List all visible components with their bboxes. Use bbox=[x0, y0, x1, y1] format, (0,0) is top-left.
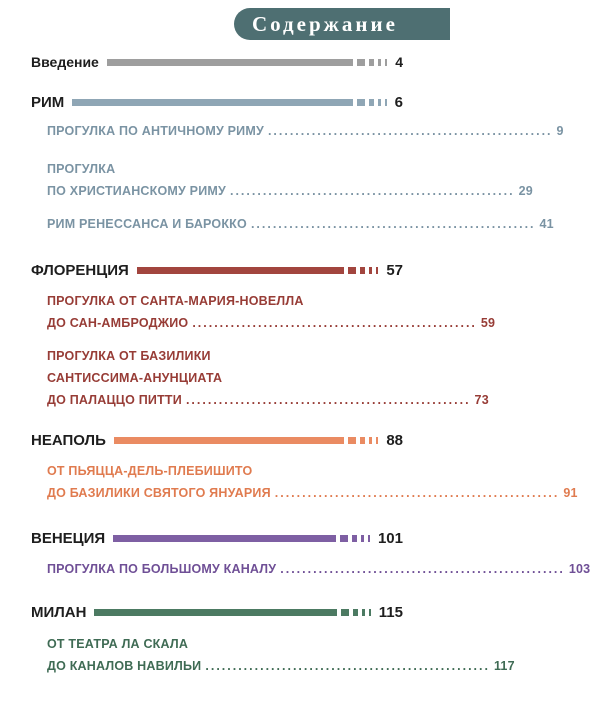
leader-dots: .................................................... bbox=[205, 659, 490, 673]
section-row-venice[interactable] bbox=[31, 526, 403, 550]
section-bar-florence bbox=[137, 267, 379, 274]
toc-entry-text: ДО КАНАЛОВ НАВИЛЬИ bbox=[47, 659, 202, 673]
section-row-florence[interactable] bbox=[31, 258, 403, 282]
leader-dots: .................................................... bbox=[229, 184, 515, 198]
section-title-naples: НЕАПОЛЬ bbox=[31, 431, 106, 449]
leader-dots: .................................................... bbox=[280, 562, 565, 576]
leader-dots: .................................................... bbox=[250, 217, 536, 231]
section-title-intro: Введение bbox=[31, 54, 99, 70]
toc-entry-text: ДО ПАЛАЦЦО ПИТТИ bbox=[47, 393, 182, 407]
section-title-rome: РИМ bbox=[31, 93, 65, 111]
toc-entry-naples-1[interactable] bbox=[47, 460, 578, 504]
section-page-intro: 4 bbox=[395, 54, 403, 70]
toc-entry-page: 117 bbox=[493, 659, 515, 673]
section-bar-milan bbox=[94, 609, 370, 616]
toc-entry-page: 9 bbox=[556, 124, 564, 138]
section-row-naples[interactable] bbox=[31, 428, 403, 452]
toc-entry-page: 59 bbox=[480, 316, 496, 330]
section-page-naples: 88 bbox=[386, 431, 403, 449]
section-page-venice: 101 bbox=[377, 529, 403, 547]
toc-entry-text: ПРОГУЛКА ОТ БАЗИЛИКИ bbox=[47, 349, 211, 363]
section-title-florence: ФЛОРЕНЦИЯ bbox=[31, 261, 129, 279]
section-title-milan: МИЛАН bbox=[31, 603, 87, 621]
toc-entry-text: ДО САН-АМБРОДЖИО bbox=[47, 316, 189, 330]
toc-entry-text: ОТ ПЬЯЦЦА-ДЕЛЬ-ПЛЕБИШИТО bbox=[47, 464, 253, 478]
toc-entry-page: 91 bbox=[563, 486, 578, 500]
section-page-milan: 115 bbox=[378, 603, 403, 621]
toc-entry-milan-1[interactable] bbox=[47, 633, 515, 677]
section-row-intro[interactable] bbox=[31, 50, 403, 74]
leader-dots: .................................................... bbox=[267, 124, 553, 138]
toc-entry-text: ПРОГУЛКА ОТ САНТА-МАРИЯ-НОВЕЛЛА bbox=[47, 294, 304, 308]
toc-entry-florence-2[interactable] bbox=[47, 345, 489, 411]
section-bar-venice bbox=[113, 535, 370, 542]
leader-dots: .................................................... bbox=[274, 486, 560, 500]
toc-entry-page: 73 bbox=[474, 393, 489, 407]
toc-entry-florence-1[interactable] bbox=[47, 290, 496, 334]
toc-entry-text: ДО БАЗИЛИКИ СВЯТОГО ЯНУАРИЯ bbox=[47, 486, 271, 500]
contents-title: Содержание bbox=[234, 8, 450, 40]
section-row-rome[interactable] bbox=[31, 90, 403, 114]
toc-entry-text: САНТИССИМА-АНУНЦИАТА bbox=[47, 371, 223, 385]
section-row-milan[interactable] bbox=[31, 600, 403, 624]
leader-dots: .................................................... bbox=[192, 316, 477, 330]
section-bar-intro bbox=[107, 59, 387, 66]
section-title-venice: ВЕНЕЦИЯ bbox=[31, 529, 106, 547]
leader-dots: .................................................... bbox=[185, 393, 471, 407]
toc-entry-text: ПРОГУЛКА ПО АНТИЧНОМУ РИМУ bbox=[47, 124, 264, 138]
toc-entry-rome-2[interactable] bbox=[47, 158, 533, 202]
toc-entry-rome-3[interactable] bbox=[47, 213, 554, 235]
toc-entry-page: 41 bbox=[539, 217, 554, 231]
toc-entry-page: 103 bbox=[568, 562, 590, 576]
section-bar-rome bbox=[72, 99, 386, 106]
section-bar-naples bbox=[114, 437, 378, 444]
toc-entry-text: ОТ ТЕАТРА ЛА СКАЛА bbox=[47, 637, 189, 651]
toc-entry-text: ПРОГУЛКА bbox=[47, 162, 116, 176]
section-page-rome: 6 bbox=[394, 93, 403, 111]
section-page-florence: 57 bbox=[386, 261, 403, 279]
toc-entry-text: ПРОГУЛКА ПО БОЛЬШОМУ КАНАЛУ bbox=[47, 562, 277, 576]
toc-entry-page: 29 bbox=[518, 184, 533, 198]
toc-entry-text: РИМ РЕНЕССАНСА И БАРОККО bbox=[47, 217, 247, 231]
toc-entry-text: ПО ХРИСТИАНСКОМУ РИМУ bbox=[47, 184, 226, 198]
toc-entry-rome-1[interactable] bbox=[47, 120, 564, 142]
toc-entry-venice-1[interactable] bbox=[47, 558, 590, 580]
